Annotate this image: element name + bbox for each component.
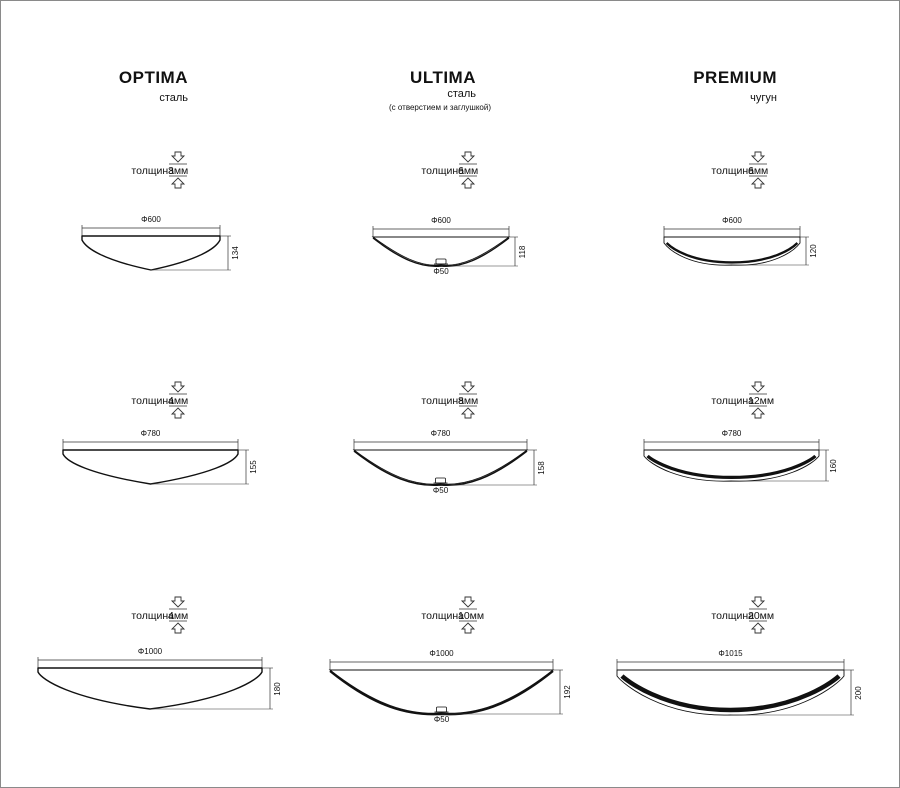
column-material-premium: чугун xyxy=(750,92,777,104)
thickness-arrow-up-7 xyxy=(462,623,474,633)
column-material-optima: сталь xyxy=(159,92,188,104)
height-label-0: 134 xyxy=(231,246,240,260)
height-label-5: 160 xyxy=(829,458,838,473)
thickness-value-7: 10мм xyxy=(458,610,485,622)
column-title-premium: PREMIUM xyxy=(693,68,777,87)
height-label-2: 120 xyxy=(809,244,818,258)
sink-profile-5 xyxy=(648,456,816,477)
thickness-label-6: толщина xyxy=(131,610,174,622)
thickness-arrow-down-3 xyxy=(172,382,184,392)
diameter-label-1: Φ600 xyxy=(431,216,451,225)
thickness-value-5: 12мм xyxy=(748,395,775,407)
diameter-label-7: Φ1000 xyxy=(429,649,454,658)
drain-label-7: Φ50 xyxy=(433,715,450,724)
diameter-label-5: Φ780 xyxy=(721,429,742,438)
height-label-4: 158 xyxy=(537,460,546,475)
sink-profile-3 xyxy=(63,450,238,484)
drain-label-4: Φ50 xyxy=(432,486,449,495)
height-label-7: 192 xyxy=(563,685,572,699)
thickness-label-8: толщина xyxy=(711,610,754,622)
drain-plug-1 xyxy=(436,259,446,264)
thickness-arrow-up-4 xyxy=(462,408,474,418)
thickness-arrow-down-4 xyxy=(462,382,474,392)
thickness-arrow-down-7 xyxy=(462,597,474,607)
thickness-arrow-up-1 xyxy=(462,178,474,188)
diameter-label-2: Φ600 xyxy=(722,216,742,225)
height-label-6: 180 xyxy=(273,681,282,696)
thickness-arrow-up-0 xyxy=(172,178,184,188)
thickness-arrow-up-6 xyxy=(172,623,184,633)
diameter-label-6: Φ1000 xyxy=(137,647,163,656)
thickness-arrow-down-1 xyxy=(462,152,474,162)
thickness-value-4: 8мм xyxy=(458,395,479,407)
thickness-label-0: толщина xyxy=(131,165,174,177)
thickness-value-0: 3мм xyxy=(168,165,189,177)
diameter-label-8: Φ1015 xyxy=(718,649,743,658)
thickness-value-3: 4мм xyxy=(168,395,189,407)
sink-profile-0 xyxy=(82,236,220,270)
column-title-ultima: ULTIMA xyxy=(410,68,476,87)
thickness-label-2: толщина xyxy=(711,165,754,177)
thickness-label-5: толщина xyxy=(711,395,754,407)
thickness-label-4: толщина xyxy=(421,395,464,407)
sink-outline-2 xyxy=(664,237,800,265)
diameter-label-3: Φ780 xyxy=(140,429,161,438)
thickness-value-8: 20мм xyxy=(748,610,775,622)
sink-profile-8 xyxy=(622,676,839,710)
column-material-ultima: сталь xyxy=(447,88,476,100)
height-label-8: 200 xyxy=(854,685,863,700)
column-title-optima: OPTIMA xyxy=(118,68,188,87)
sink-profile-6 xyxy=(38,668,262,709)
thickness-value-1: 6мм xyxy=(458,165,479,177)
diameter-label-0: Φ600 xyxy=(141,215,161,224)
column-note-ultima: (с отверстием и заглушкой) xyxy=(389,103,491,112)
height-label-1: 118 xyxy=(518,245,527,258)
thickness-arrow-down-6 xyxy=(172,597,184,607)
thickness-arrow-up-8 xyxy=(752,623,764,633)
thickness-arrow-down-5 xyxy=(752,382,764,392)
thickness-label-3: толщина xyxy=(131,395,174,407)
thickness-arrow-down-8 xyxy=(752,597,764,607)
thickness-value-6: 4мм xyxy=(168,610,189,622)
drain-plug-4 xyxy=(436,478,446,483)
thickness-arrow-up-2 xyxy=(752,178,764,188)
drain-label-1: Φ50 xyxy=(433,267,449,276)
thickness-value-2: 6мм xyxy=(748,165,769,177)
thickness-arrow-down-0 xyxy=(172,152,184,162)
drain-plug-7 xyxy=(437,707,447,712)
sink-profile-2 xyxy=(667,243,798,262)
thickness-arrow-up-3 xyxy=(172,408,184,418)
height-label-3: 155 xyxy=(249,460,258,474)
thickness-label-7: толщина xyxy=(421,610,464,622)
diameter-label-4: Φ780 xyxy=(430,429,451,438)
thickness-arrow-down-2 xyxy=(752,152,764,162)
thickness-label-1: толщина xyxy=(421,165,464,177)
thickness-arrow-up-5 xyxy=(752,408,764,418)
